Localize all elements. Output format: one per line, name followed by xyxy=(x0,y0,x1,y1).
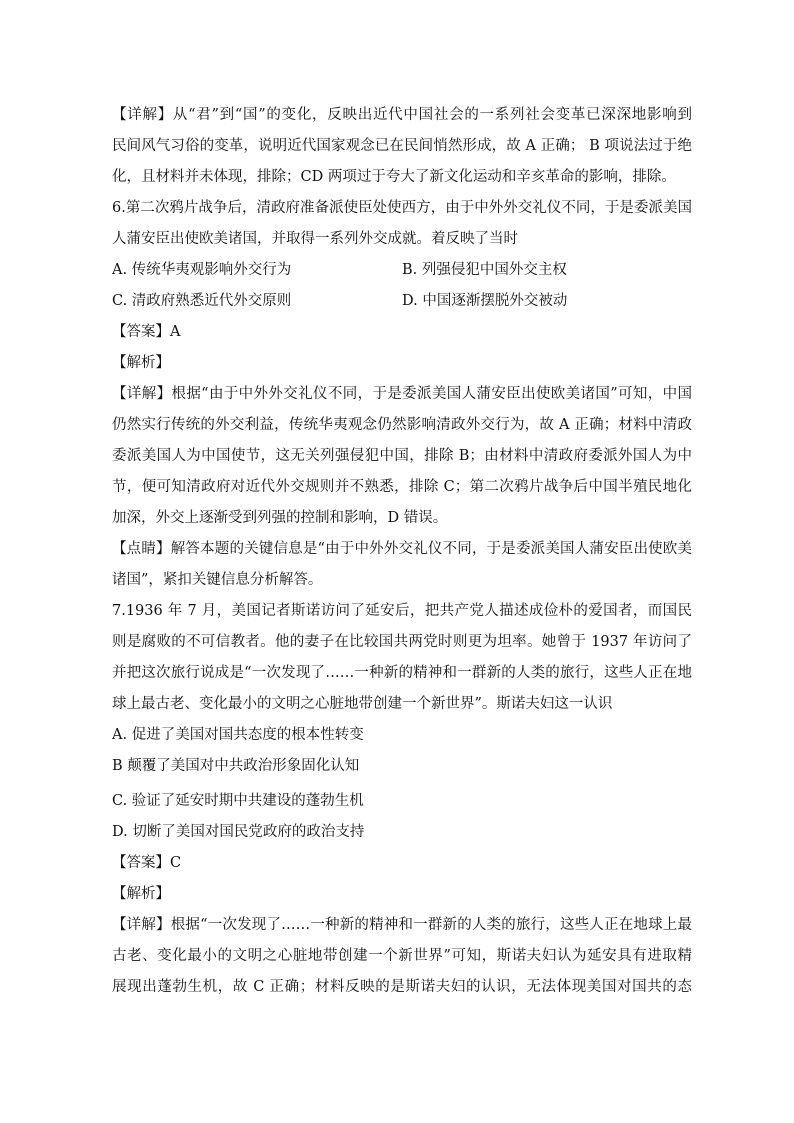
q6-detail-line: 加深，外交上逐渐受到列强的控制和影响，D 错误。 xyxy=(112,510,448,526)
q6-note-line: 诸国”，紧扣关键信息分析解答。 xyxy=(112,572,323,588)
q6-note-line: 【点睛】解答本题的关键信息是“由于中外外交礼仪不同，于是委派美国人蒲安臣出使欧美 xyxy=(112,541,692,557)
q7-stem-line: 球上最古老、变化最小的文明之心脏地带创建一个新世界”。斯诺夫妇这一认识 xyxy=(112,696,613,712)
q7-detail-line: 展现出蓬勃生机，故 C 正确；材料反映的是斯诺夫妇的认识，无法体现美国对国共的态 xyxy=(112,979,692,995)
q6-option-b: B. 列强侵犯中国外交主权 xyxy=(402,262,567,278)
q7-option-a: A. 促进了美国对国共态度的根本性转变 xyxy=(112,727,364,743)
q6-analysis-title: 【解析】 xyxy=(112,355,170,371)
q7-detail-line: 古老、变化最小的文明之心脏地带创建一个新世界”可知，斯诺夫妇认为延安具有进取精 xyxy=(112,948,692,964)
q7-option-d: D. 切断了美国对国民党政府的政治支持 xyxy=(112,824,365,840)
q6-stem-line: 6.第二次鸦片战争后，清政府准备派使臣处使西方，由于中外外交礼仪不同，于是委派美国 xyxy=(112,200,692,216)
q6-detail-line: 仍然实行传统的外交利益，传统华夷观念仍然影响清政外交行为，故 A 正确；材料中清政 xyxy=(112,417,692,433)
q6-detail-line: 委派美国人为中国使节，这无关列强侵犯中国，排除 B；由材料中清政府委派外国人为中 xyxy=(112,448,692,464)
page-content xyxy=(112,100,692,1003)
q7-stem-line: 7.1936 年 7 月，美国记者斯诺访问了延安后，把共产党人描述成俭朴的爱国者，而国民 xyxy=(112,603,692,619)
q7-analysis-title: 【解析】 xyxy=(112,886,170,902)
q6-options-row xyxy=(112,255,692,286)
q6-detail-line: 【详解】根据“由于中外外交礼仪不同，于是委派美国人蒲安臣出使欧美诸国”可知，中国 xyxy=(112,386,692,402)
q6-options-row xyxy=(112,286,692,317)
q5-detail-line: 民间风气习俗的变革，说明近代国家观念已在民间悄然形成，故 A 正确； B 项说法过于绝 xyxy=(112,138,692,154)
q6-option-d: D. 中国逐渐摆脱外交被动 xyxy=(402,293,568,309)
q5-detail-line: 【详解】从“君”到“国”的变化，反映出近代中国社会的一系列社会变革已深深地影响到 xyxy=(112,107,692,123)
q6-option-a: A. 传统华夷观影响外交行为 xyxy=(112,262,292,278)
q7-option-c: C. 验证了延安时期中共建设的蓬勃生机 xyxy=(112,793,364,809)
q7-answer: 【答案】C xyxy=(112,855,182,871)
q7-stem-line: 并把这次旅行说成是“一次发现了……一种新的精神和一群新的人类的旅行，这些人正在地 xyxy=(112,665,692,681)
q7-stem-line: 则是腐败的不可信教者。他的妻子在比较国共两党时则更为坦率。她曾于 1937 年访问了 xyxy=(112,634,692,650)
q6-stem-line: 人蒲安臣出使欧美诸国，并取得一系列外交成就。着反映了当时 xyxy=(112,231,518,247)
q7-option-b: B 颠覆了美国对中共政治形象固化认知 xyxy=(112,758,360,774)
q6-answer: 【答案】A xyxy=(112,324,181,340)
q7-detail-line: 【详解】根据“一次发现了……一种新的精神和一群新的人类的旅行，这些人正在地球上最 xyxy=(112,917,692,933)
q6-detail-line: 节，便可知清政府对近代外交规则并不熟悉，排除 C；第二次鸦片战争后中国半殖民地化 xyxy=(112,479,692,495)
q5-detail-line: 化，且材料并未体现，排除；CD 两项过于夸大了新文化运动和辛亥革命的影响，排除。 xyxy=(112,169,676,185)
q6-option-c: C. 清政府熟悉近代外交原则 xyxy=(112,293,292,309)
